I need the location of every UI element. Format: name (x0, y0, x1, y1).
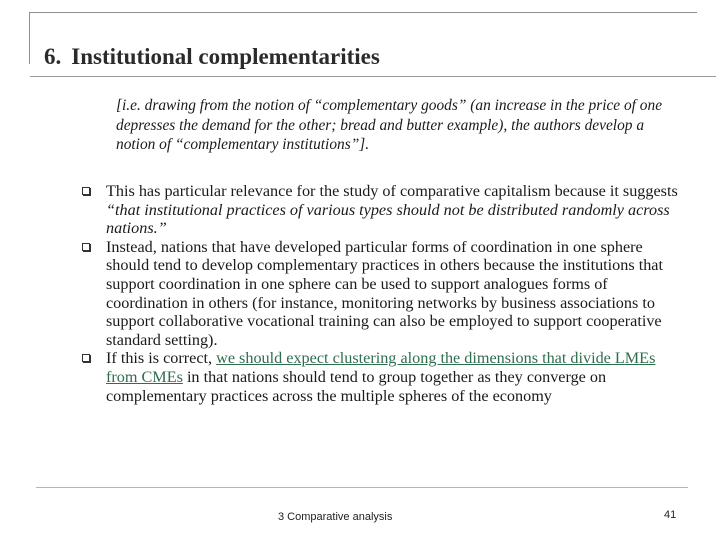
list-item (82, 182, 682, 238)
checkbox-bullet-icon (82, 354, 90, 362)
bullet-text: Instead, nations that have developed particular forms of coordination in one sphere should tend to develop complementary practices in others because the institutions that support coordination in one sphere can be used to support analogues forms of coordination in others (for instance, monitoring networks by business associations to support collaborative vocational training can also be employed to support cooperative standard setting). (106, 237, 663, 349)
bullet-text: If this is correct, (106, 349, 217, 368)
slide-title (44, 44, 380, 70)
frame-left-line (29, 12, 30, 64)
list-item (82, 349, 682, 405)
page-number: 41 (664, 509, 677, 521)
footer-rule (36, 487, 688, 488)
checkbox-bullet-icon (82, 187, 90, 195)
clustering-link[interactable]: we should expect clustering along the dimensions that divide LMEs from CMEs (106, 349, 656, 386)
bullet-text: This has particular relevance for the study of comparative capitalism because it suggests (106, 182, 678, 200)
bullet-list (82, 182, 682, 405)
frame-top-line (29, 12, 697, 13)
list-item (82, 238, 682, 350)
intro-note: [i.e. drawing from the notion of “complementary goods” (an increase in the price of one depresses the demand for the other; bread and butter example), the authors develop a notion of “complementary institutions”]. (116, 97, 663, 153)
footer-label: 3 Comparative analysis (278, 511, 393, 523)
title-underline (30, 76, 716, 77)
bullet-text-post: in that nations should tend to group together as they converge on complementary practices across the multiple spheres of the economy (106, 367, 607, 405)
slide-title-text: Institutional complementarities (71, 44, 380, 69)
slide-number: 6. (44, 44, 62, 69)
bullet-quote: “that institutional practices of various types should not be distributed randomly across nations.” (106, 200, 670, 238)
checkbox-bullet-icon (82, 243, 90, 251)
